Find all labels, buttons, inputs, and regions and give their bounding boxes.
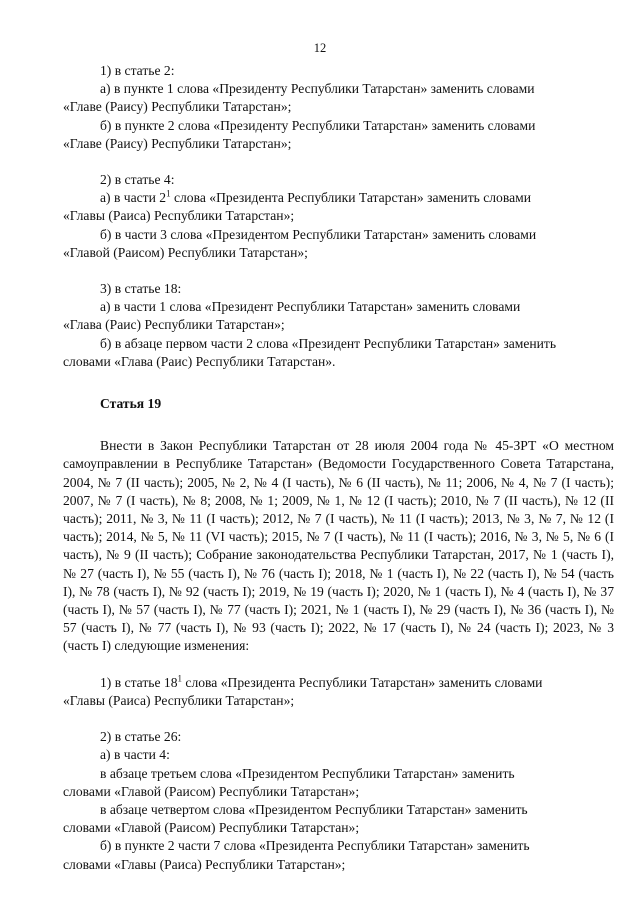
paragraph-line: б) в пункте 2 части 7 слова «Президента Республики Татарстан» заменить (100, 838, 530, 854)
paragraph-line: «Главы (Раиса) Республики Татарстан»; (63, 208, 295, 224)
item-title: 3) в статье 18: (100, 281, 182, 297)
superscript: 1 (177, 673, 183, 684)
paragraph-line: «Главе (Раису) Республики Татарстан»; (63, 135, 292, 151)
item-title: 2) в статье 26: (100, 729, 182, 745)
article-intro-paragraph: Внести в Закон Республики Татарстан от 28 июля 2004 года № 45-ЗРТ «О местном самоуправлении в Республике Татарстан» (Ведомости Государственного Совета Татарстана, 2004, № 7 (II часть); 2005, № 2, № 4 (I часть), № 6 (II часть), № 11; 2006, № 4, № 7 (I часть); 2007, № 7 (I часть), № 8; 2008, № 1; 2009, № 1, № 12 (I часть); 2010, № 7 (II часть), № 12 (II часть); 2011, № 3, № 11 (I часть); 2012, № 7 (I часть), № 11 (I часть); 2013, № 3, № 7, № 12 (I часть); 2014, № 5, № 11 (VI часть); 2015, № 7 (I часть), № 11 (I часть); 2016, № 3, № 5, № 6 (I часть), № 9 (II часть); Собрание законодательства Республики Татарстан, 2017, № 1 (часть I), № 27 (часть I), № 55 (часть I), № 76 (часть I); 2018, № 1 (часть I), № 22 (часть I), № 54 (часть I), № 78 (часть I), № 92 (часть I); 2019, № 19 (часть I); 2020, № 1 (часть I), № 4 (часть I), № 37 (часть I), № 57 (часть I), № 77 (часть I); 2021, № 1 (часть I), № 29 (часть I), № 36 (часть I), № 57 (часть I), № 77 (часть I), № 93 (часть I); 2022, № 17 (часть I), № 24 (часть I); 2023, № 3 (часть I) следующие изменения: (63, 438, 614, 654)
document-body (63, 62, 614, 874)
paragraph-line: а) в части 4: (100, 747, 170, 763)
paragraph-line: в абзаце четвертом слова «Президентом Республики Татарстан» заменить (100, 801, 528, 817)
paragraph-line: б) в абзаце первом части 2 слова «Президент Республики Татарстан» заменить (100, 335, 557, 351)
paragraph-line: словами «Главой (Раисом) Республики Татарстан»; (63, 820, 360, 836)
paragraph-line: «Главы (Раиса) Республики Татарстан»; (63, 692, 295, 708)
paragraph-line: «Глава (Раис) Республики Татарстан»; (63, 317, 285, 333)
item-title: 2) в статье 4: (100, 172, 175, 188)
article-heading: Статья 19 (100, 396, 162, 412)
page-number: 12 (313, 41, 327, 55)
superscript: 1 (166, 188, 171, 199)
item-title: 1) в статье 2: (100, 63, 175, 78)
paragraph-line: «Главой (Раисом) Республики Татарстан»; (63, 244, 308, 260)
paragraph-line: словами «Главой (Раисом) Республики Татарстан»; (63, 783, 360, 799)
paragraph-line: в абзаце третьем слова «Президентом Республики Татарстан» заменить (100, 765, 515, 781)
paragraph-line: б) в пункте 2 слова «Президенту Республики Татарстан» заменить словами (100, 117, 536, 133)
paragraph-line: словами «Глава (Раис) Республики Татарстан». (63, 353, 336, 369)
paragraph-line: «Главе (Раису) Республики Татарстан»; (63, 99, 292, 115)
paragraph-line: б) в части 3 слова «Президентом Республики Татарстан» заменить словами (100, 226, 537, 242)
paragraph-line: а) в части 1 слова «Президент Республики Татарстан» заменить словами (100, 299, 521, 315)
paragraph-line: словами «Главы (Раиса) Республики Татарстан»; (63, 856, 346, 872)
paragraph-line: 1) в статье $18^1$ слова «Президента Республики Татарстан» заменить словами (100, 673, 543, 690)
paragraph-line: а) в части $2^1$ слова «Президента Республики Татарстан» заменить словами (100, 188, 532, 206)
paragraph-line: а) в пункте 1 слова «Президенту Республики Татарстан» заменить словами (100, 81, 535, 97)
